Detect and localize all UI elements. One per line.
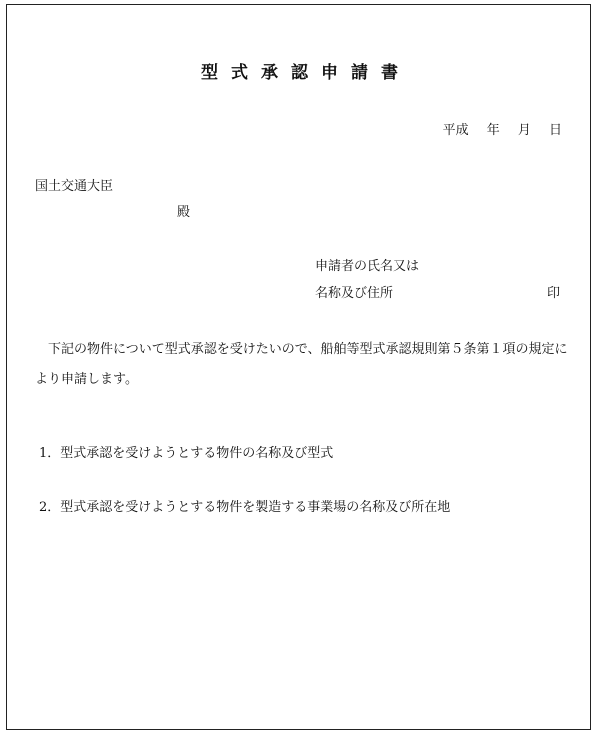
list-item: 1．型式承認を受けようとする物件の名称及び型式 xyxy=(39,446,334,461)
seal-mark: 印 xyxy=(546,286,560,301)
body-paragraph: 下記の物件について型式承認を受けたいので、船舶等型式承認規則第５条第１項の規定により申請します。 xyxy=(35,342,568,387)
applicant-label: 申請者の氏名又は xyxy=(315,259,420,274)
honorific: 殿 xyxy=(177,205,191,220)
applicant-name-label: 名称及び住所 xyxy=(315,286,394,301)
date-line: 平成 年 月 日 xyxy=(442,123,562,138)
document-frame xyxy=(6,4,591,730)
document-title: 型式承認申請書 xyxy=(201,63,411,83)
list-item: 2．型式承認を受けようとする物件を製造する事業場の名称及び所在地 xyxy=(39,500,451,515)
addressee: 国土交通大臣 xyxy=(35,179,114,194)
